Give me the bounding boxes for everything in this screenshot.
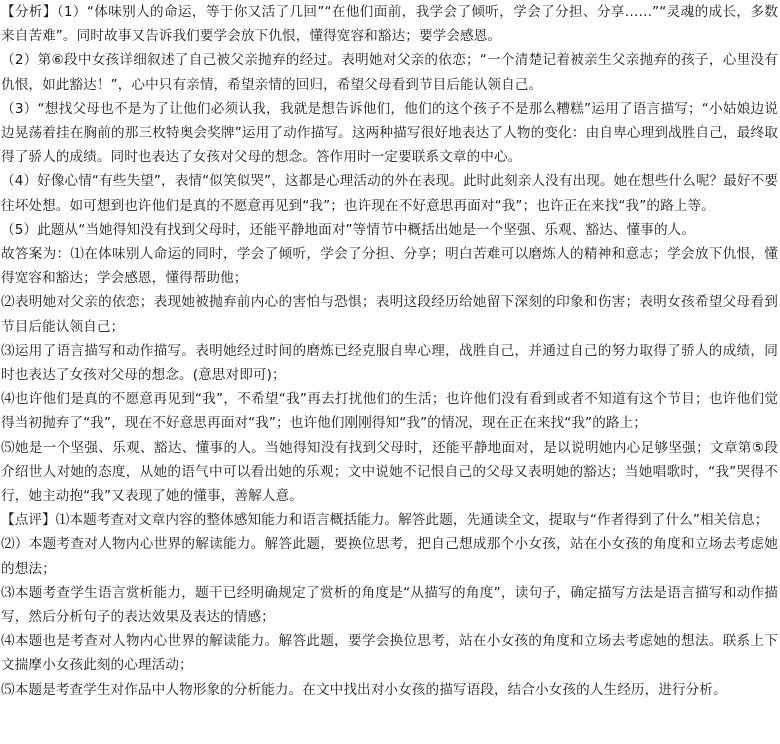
answer-paragraph-4: ⑷也许他们是真的不愿意再见到“我”，不希望“我”再去打扰他们的生活；也许他们没有看到或者不知道有这个节目；也许他们觉得当初抛弃了“我”，现在不好意思再面对“我”；也许他们刚刚得知“我”的情况，现在正在来找“我”的路上； — [1, 391, 778, 432]
comment-paragraph-1: 【点评】⑴本题考查对文章内容的整体感知能力和语言概括能力。解答此题，先通读全文，提取与“作者得到了什么”相关信息； — [1, 512, 769, 529]
answer-paragraph-1: 故答案为：⑴在体味别人命运的同时，学会了倾听，学会了分担、分享；明白苦难可以磨炼人的精神和意志；学会放下仇恨，懂得宽容和豁达；学会感恩，懂得帮助他； — [1, 246, 778, 287]
analysis-paragraph-5: （5）此题从“当她得知没有找到父母时，还能平静地面对”等情节中概括出她是一个坚强、乐观、豁达、懂事的人。 — [1, 221, 696, 238]
comment-paragraph-2: ⑵）本题考查对人物内心世界的解读能力。解答此题，要换位思考，把自己想成那个小女孩，站在小女孩的角度和立场去考虑她的想法； — [1, 536, 778, 577]
comment-paragraph-5: ⑸本题是考查学生对作品中人物形象的分析能力。在文中找出对小女孩的描写语段，结合小女孩的人生经历，进行分析。 — [1, 681, 727, 698]
analysis-paragraph-4: （4）好像心情“有些失望”，表情“似笑似哭”，这都是心理活动的外在表现。此时此刻亲人没有出现。她在想些什么呢？最好不要往坏处想。如可想到也许他们是真的不愿意再见到“我”；也许现在不好意思再面对“我”；也许正在来找“我”的路上等。 — [1, 173, 778, 214]
answer-paragraph-3: ⑶运用了语言描写和动作描写。表明她经过时间的磨炼已经克服自卑心理，战胜自己，并通过自己的努力取得了骄人的成绩，同时也表达了女孩对父母的想念。(意思对即可)； — [1, 342, 778, 384]
answer-paragraph-5: ⑸她是一个坚强、乐观、豁达、懂事的人。当她得知没有找到父母时，还能平静地面对，是以说明她内心足够坚强；文章第⑤段介绍世人对她的态度，从她的语气中可以看出她的乐观；文中说她不记恨自己的父母又表明她的豁达；当她唱歌时，“我”哭得不行，她主动抱“我”又表现了她的懂事，善解人意。 — [1, 439, 778, 505]
analysis-paragraph-1: 【分析】（1）“体味别人的命运，等于你又活了几回”“在他们面前，我学会了倾听，学会了分担、分享……”“灵魂的成长，多数来自苦难”。同时故事又告诉我们要学会放下仇恨，懂得宽容和豁达；要学会感恩。 — [1, 4, 778, 45]
answer-paragraph-2: ⑵表明她对父亲的依恋；表现她被抛弃前内心的害怕与恐惧；表明这段经历给她留下深刻的印象和伤害；表明女孩希望父母看到节目后能认领自己； — [1, 294, 778, 335]
analysis-paragraph-3: （3）“想找父母也不是为了让他们必须认我，我就是想告诉他们，他们的这个孩子不是那么糟糕”运用了语言描写；“小姑娘边说边晃荡着挂在胸前的那三枚特奥会奖牌”运用了动作描写。这两种描写很好地表达了人物的变化：由自卑心理到战胜自己，最终取得了骄人的成绩。同时也表达了女孩对父母的想念。答作用时一定要联系文章的中心。 — [1, 100, 778, 166]
comment-paragraph-3: ⑶本题考查学生语言赏析能力，题干已经明确规定了赏析的角度是“从描写的角度”，读句子，确定描写方法是语言描写和动作描写，然后分析句子的表达效果及表达的情感； — [1, 584, 778, 626]
analysis-paragraph-2: （2）第⑥段中女孩详细叙述了自己被父亲抛弃的经过。表明她对父亲的依恋；“一个清楚记着被亲生父亲抛弃的孩子，心里没有仇恨，如此豁达！”，心中只有亲情，希望亲情的回归，希望父母看到节目后能认领自己。 — [1, 52, 778, 93]
comment-paragraph-4: ⑷本题也是考查对人物内心世界的解读能力。解答此题，要学会换位思考，站在小女孩的角度和立场去考虑她的想法。联系上下文揣摩小女孩此刻的心理活动； — [1, 633, 778, 674]
